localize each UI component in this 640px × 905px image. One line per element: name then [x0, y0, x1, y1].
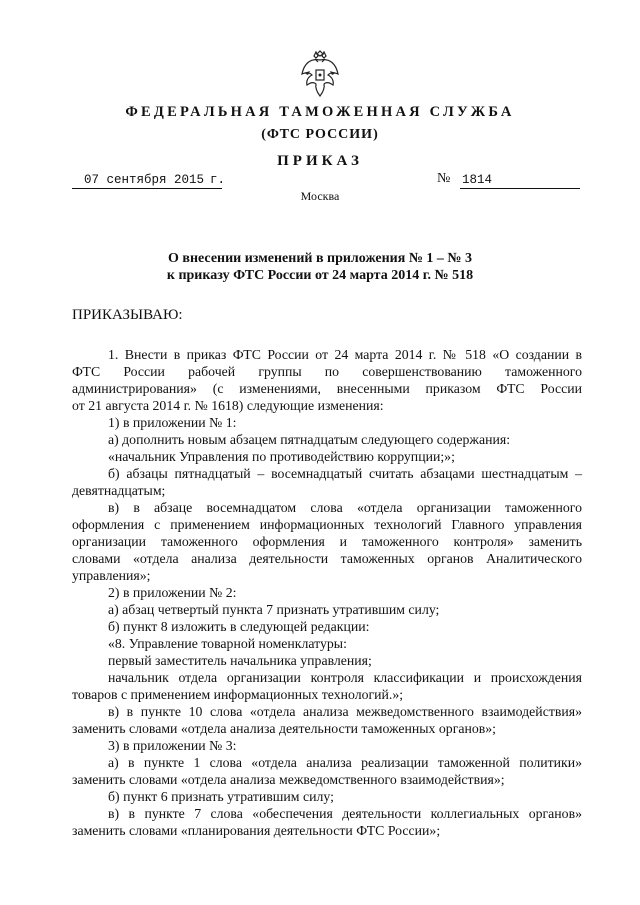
body-line: 2) в приложении № 2:	[108, 585, 237, 600]
body-line: организации таможенного оформления и таможенного контроля» заменить	[72, 534, 582, 549]
order-word: ПРИКАЗЫВАЮ:	[72, 307, 183, 323]
body-line: администрирования» (с изменениями, внесенными приказом ФТС России	[72, 381, 582, 396]
body-line: а) абзац четвертый пункта 7 признать утратившим силу;	[108, 602, 440, 617]
body-line: 1. Внести в приказ ФТС России от 24 марта 2014 г. № 518 «О создании в	[108, 347, 582, 362]
body-line: 1) в приложении № 1:	[108, 415, 237, 430]
body-line: от 21 августа 2014 г. № 1618) следующие изменения:	[72, 398, 384, 413]
order-number-prefix: №	[437, 171, 451, 186]
body-line: в) в пункте 10 слова «отдела анализа межведомственного взаимодействия»	[108, 704, 582, 719]
document-body	[72, 346, 582, 839]
body-line: заменить словами «планирования деятельности ФТС России»;	[72, 823, 441, 838]
body-line: словами «отдела анализа деятельности таможенных органов Аналитического	[72, 551, 582, 566]
body-line: в) в абзаце восемнадцатом слова «отдела организации таможенного	[108, 500, 582, 515]
title-line: О внесении изменений в приложения № 1 – № 3	[168, 251, 472, 266]
body-line: а) дополнить новым абзацем пятнадцатым следующего содержания:	[108, 432, 511, 447]
body-line: в) в пункте 7 слова «обеспечения деятельности коллегиальных органов»	[108, 806, 582, 821]
agency-name: ФЕДЕРАЛЬНАЯ ТАМОЖЕННАЯ СЛУЖБА	[125, 104, 515, 120]
order-number: 1814	[460, 172, 580, 189]
body-line: б) пункт 8 изложить в следующей редакции:	[108, 619, 370, 634]
body-line: б) пункт 6 признать утратившим силу;	[108, 789, 334, 804]
body-line: заменить словами «отдела анализа межведомственного взаимодействия»;	[72, 772, 505, 787]
body-line: первый заместитель начальника управления;	[108, 653, 372, 668]
title-line: к приказу ФТС России от 24 марта 2014 г. № 518	[166, 268, 474, 283]
body-line: управления»;	[72, 568, 151, 583]
document-type: ПРИКАЗ	[277, 153, 363, 169]
body-line: 3) в приложении № 3:	[108, 738, 237, 753]
body-line: начальник отдела организации контроля классификации и происхождения	[108, 670, 582, 685]
body-line: б) абзацы пятнадцатый – восемнадцатый считать абзацами шестнадцатым –	[108, 466, 582, 481]
body-line: «8. Управление товарной номенклатуры:	[108, 636, 347, 651]
agency-short-name: (ФТС РОССИИ)	[261, 127, 379, 142]
document-title	[0, 250, 640, 284]
order-date: 07 сентября 2015	[72, 172, 222, 189]
coat-of-arms-icon	[300, 50, 340, 98]
body-line: «начальник Управления по противодействию коррупции;»;	[108, 449, 455, 464]
body-line: заменить словами «отдела анализа деятельности таможенных органов»;	[72, 721, 497, 736]
body-line: девятнадцатым;	[72, 483, 166, 498]
body-line: товаров с применением информационных технологий.»;	[72, 687, 404, 702]
order-date-suffix: г.	[210, 173, 226, 187]
body-line: а) в пункте 1 слова «отдела анализа реализации таможенной политики»	[108, 755, 582, 770]
city: Москва	[300, 189, 340, 203]
body-line: ФТС России рабочей группы по совершенствованию таможенного	[72, 364, 582, 379]
body-line: оформления с применением информационных технологий Главного управления	[72, 517, 582, 532]
